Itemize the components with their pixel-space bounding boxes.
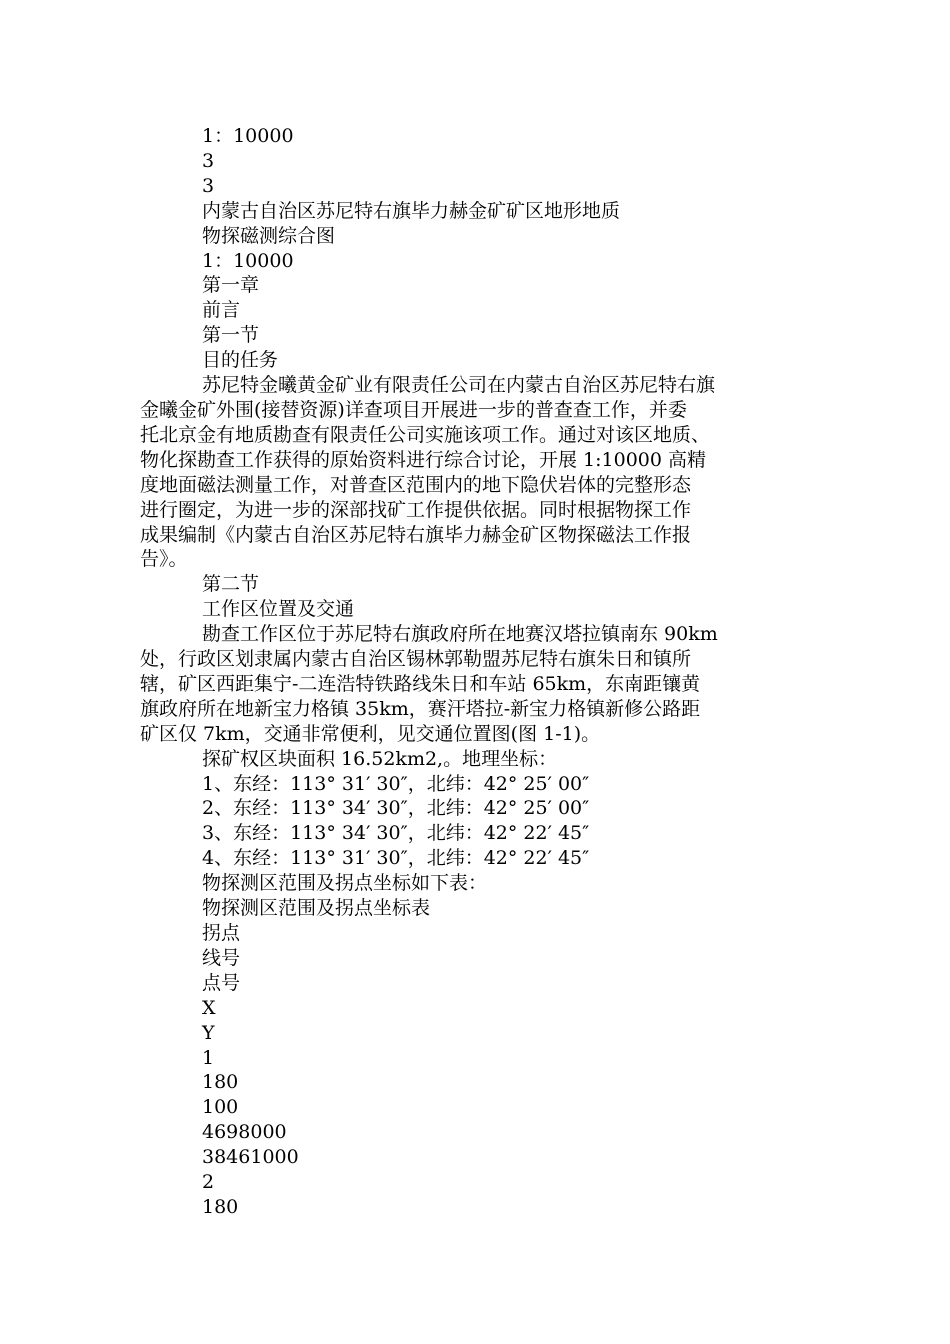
coordinate-line: 1、东经：113° 31′ 30″，北纬：42° 25′ 00″ [202, 772, 590, 795]
map-title-line-1: 内蒙古自治区苏尼特右旗毕力赫金矿矿区地形地质 [202, 199, 621, 222]
paragraph-line: 成果编制《内蒙古自治区苏尼特右旗毕力赫金矿区物探磁法工作报 [140, 523, 692, 546]
paragraph-line: 辖，矿区西距集宁-二连浩特铁路线朱日和车站 65km，东南距镶黄 [140, 672, 701, 695]
table-cell: 180 [202, 1195, 239, 1218]
table-cell: 1 [202, 1046, 215, 1069]
chapter-number: 第一章 [202, 274, 260, 297]
table-header-cell: 拐点 [202, 922, 241, 944]
coordinate-line: 2、东经：113° 34′ 30″，北纬：42° 25′ 00″ [202, 797, 590, 820]
table-intro: 物探测区范围及拐点坐标如下表： [202, 872, 488, 895]
map-scale-label: 1：10000 [202, 125, 294, 147]
paragraph-line: 苏尼特金曦黄金矿业有限责任公司在内蒙古自治区苏尼特右旗 [202, 374, 716, 397]
paragraph-line: 进行圈定，为进一步的深部找矿工作提供依据。同时根据物探工作 [140, 498, 692, 521]
header-lines [140, 124, 808, 373]
page-number-label: 3 [202, 149, 215, 172]
paragraph-line: 矿区仅 7km，交通非常便利，见交通位置图(图 1-1)。 [140, 722, 601, 745]
table-header-cell: 线号 [202, 946, 241, 969]
location-paragraph [140, 622, 808, 747]
paragraph-line: 金曦金矿外围(接替资源)详查项目开展进一步的普查查工作，并委 [140, 398, 687, 421]
paragraph-line: 告》。 [140, 548, 188, 571]
chapter-title: 前言 [202, 299, 241, 322]
paragraph-line: 度地面磁法测量工作，对普查区范围内的地下隐伏岩体的完整形态 [140, 473, 692, 496]
coordinate-line: 3、东经：113° 34′ 30″，北纬：42° 22′ 45″ [202, 822, 590, 845]
paragraph-line: 旗政府所在地新宝力格镇 35km，赛汗塔拉-新宝力格镇新修公路距 [140, 697, 701, 720]
table-cell: 100 [202, 1096, 239, 1119]
table-header-cell: Y [202, 1021, 215, 1044]
table-cell: 4698000 [202, 1121, 287, 1144]
table-cell: 180 [202, 1071, 239, 1094]
document-body [140, 124, 808, 1220]
map-title-line-2: 物探磁测综合图 [202, 224, 336, 247]
paragraph-line: 物化探勘查工作获得的原始资料进行综合讨论，开展 1:10000 高精 [140, 448, 707, 471]
page-number-label: 3 [202, 174, 215, 197]
coordinates-and-table [140, 747, 808, 1220]
table-header-cell: X [202, 996, 216, 1019]
paragraph-line: 勘查工作区位于苏尼特右旗政府所在地赛汉塔拉镇南东 90km [202, 623, 718, 646]
table-cell: 2 [202, 1171, 215, 1194]
section-title: 目的任务 [202, 349, 279, 372]
section-number: 第一节 [202, 324, 260, 347]
map-scale-label: 1：10000 [202, 249, 294, 272]
table-header-cell: 点号 [202, 971, 241, 994]
table-cell: 38461000 [202, 1146, 299, 1169]
purpose-paragraph [140, 373, 808, 572]
area-statement: 探矿权区块面积 16.52km2,。地理坐标： [202, 747, 558, 770]
section-title: 工作区位置及交通 [202, 598, 355, 621]
paragraph-line: 托北京金有地质勘查有限责任公司实施该项工作。通过对该区地质、 [140, 423, 711, 446]
table-title: 物探测区范围及拐点坐标表 [202, 897, 431, 920]
section-number: 第二节 [202, 573, 260, 596]
coordinate-line: 4、东经：113° 31′ 30″，北纬：42° 22′ 45″ [202, 847, 590, 870]
section-2-heading [140, 572, 808, 622]
paragraph-line: 处，行政区划隶属内蒙古自治区锡林郭勒盟苏尼特右旗朱日和镇所 [140, 648, 692, 671]
